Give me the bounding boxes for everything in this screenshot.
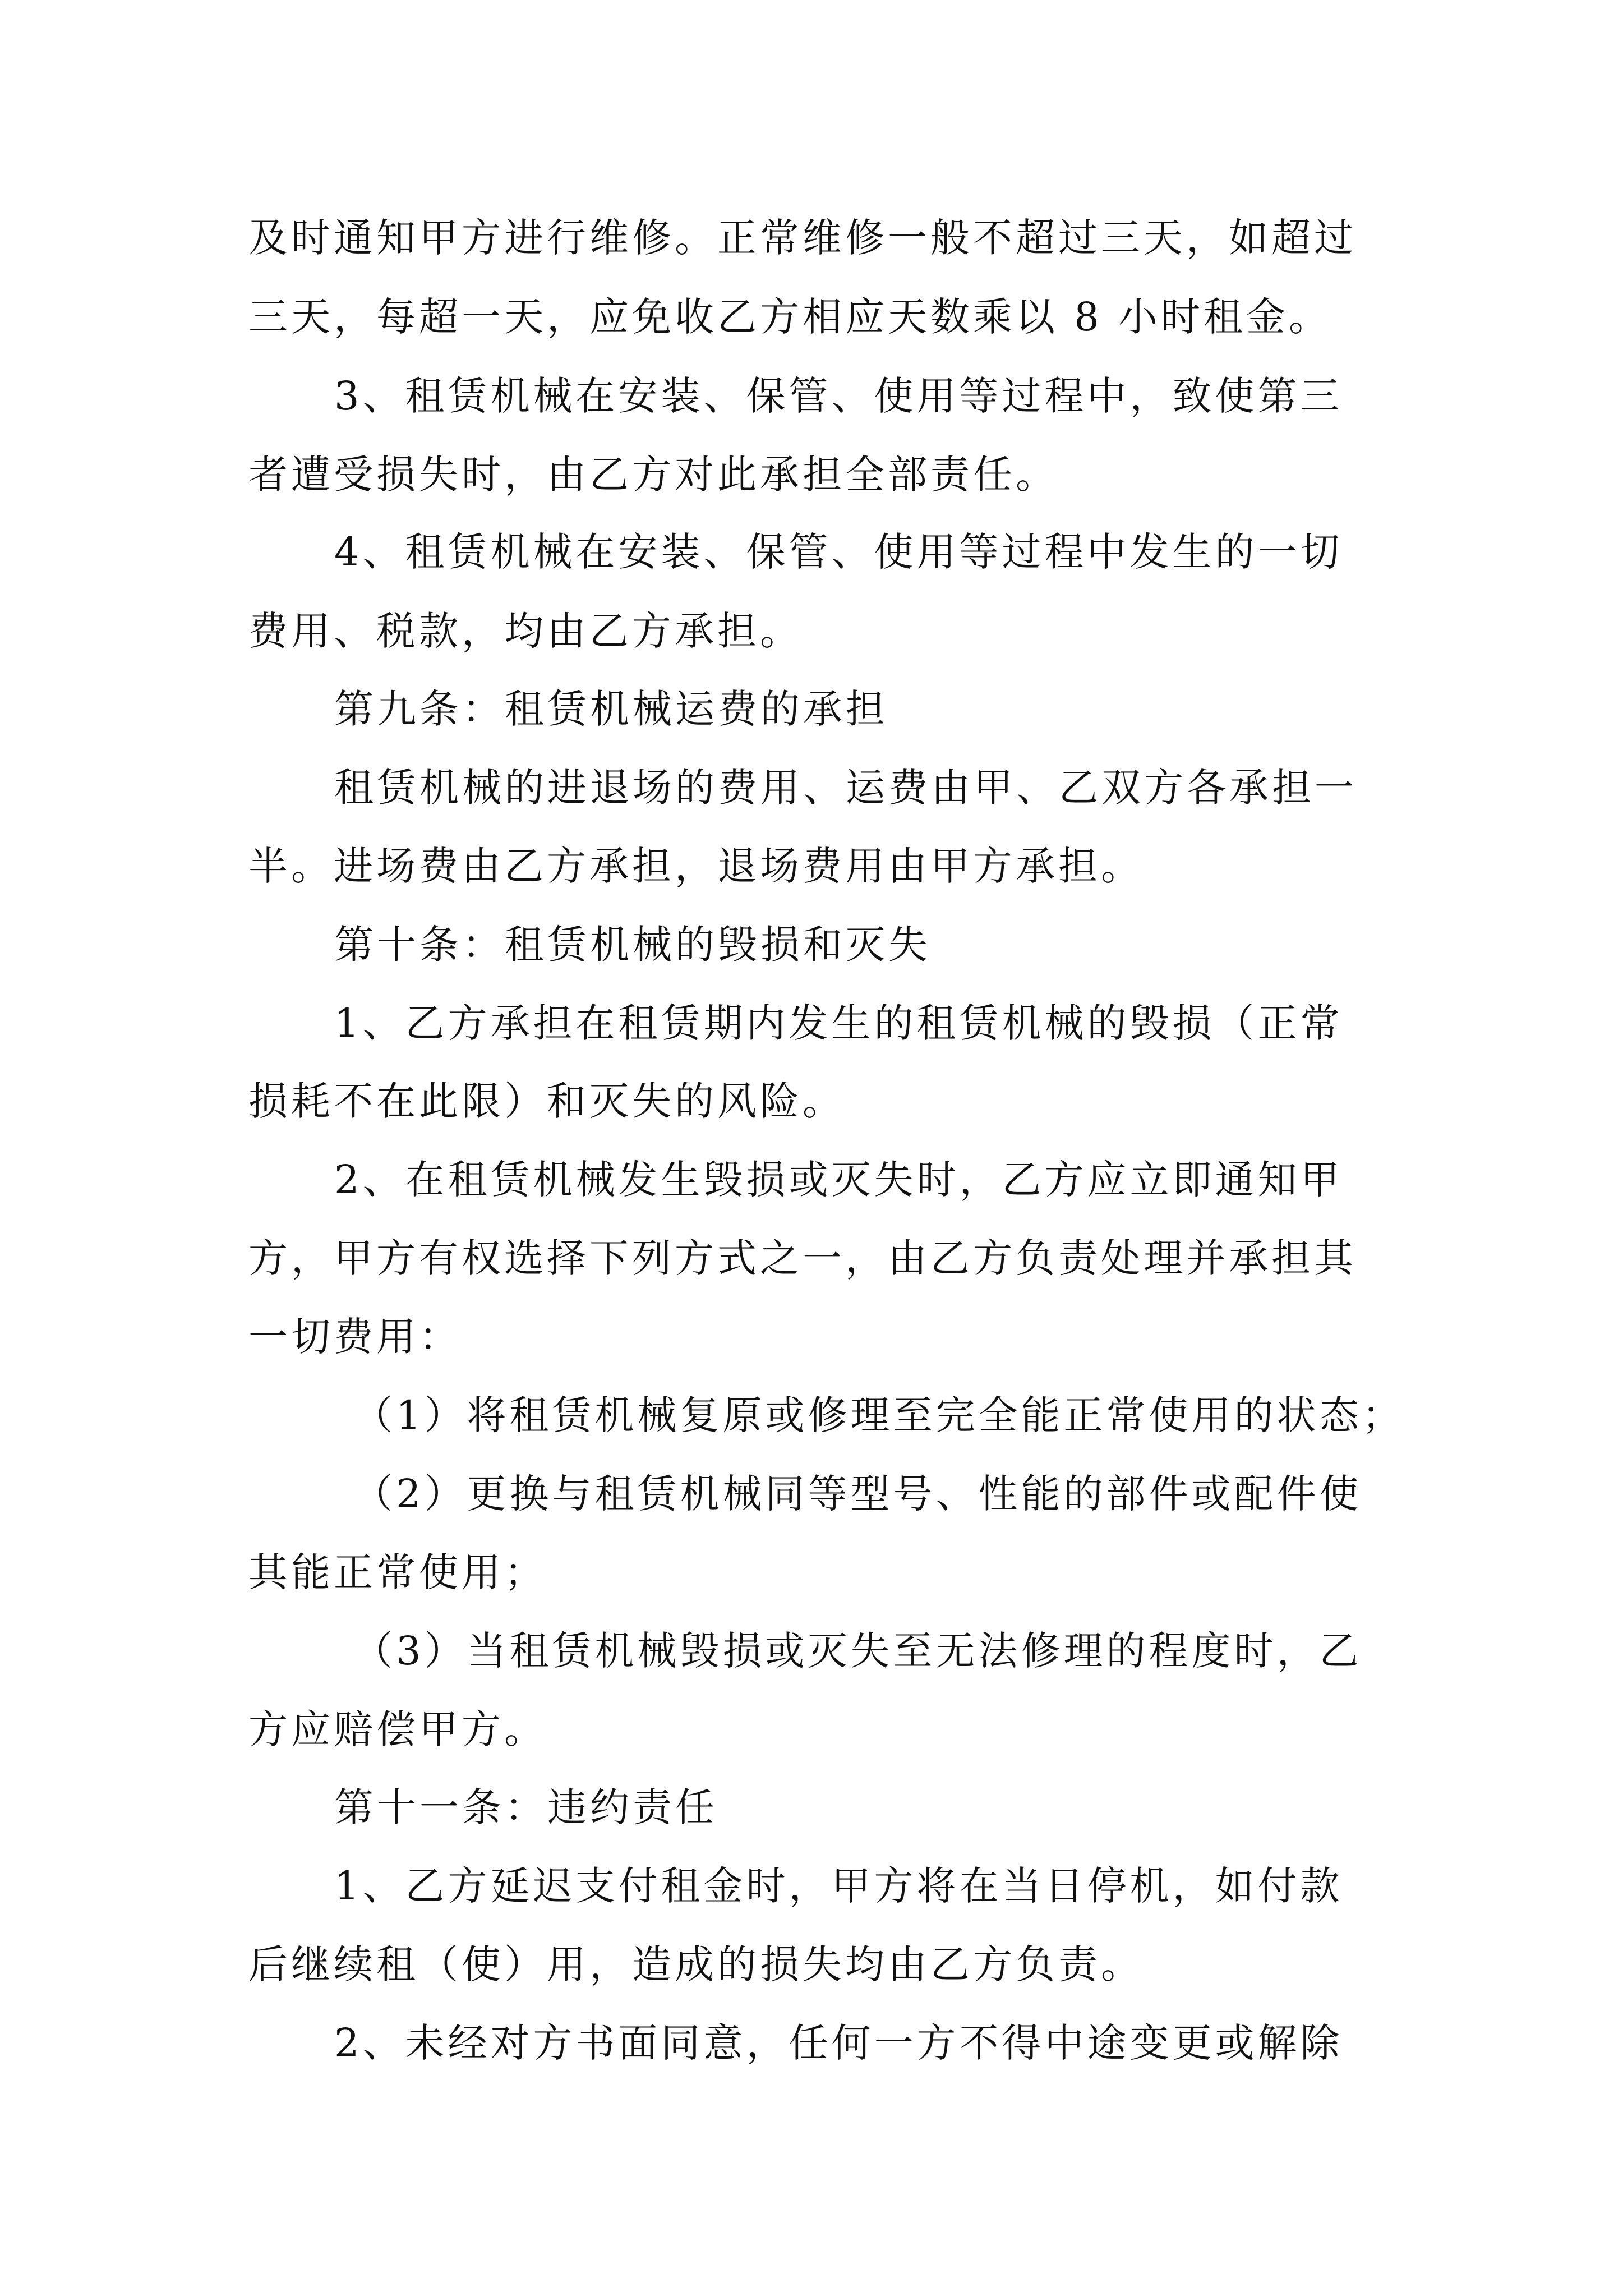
text-line: 一切费用： [248,1314,462,1360]
list-item: （1）将租赁机械复原或修理至完全能正常使用的状态； [353,1392,1405,1438]
text-line: 2、在租赁机械发生毁损或灭失时，乙方应立即通知甲 [334,1157,1343,1203]
text-line: 3、租赁机械在安装、保管、使用等过程中，致使第三 [334,373,1343,419]
text-line: 租赁机械的进退场的费用、运费由甲、乙双方各承担一 [334,765,1357,811]
text-line: 方，甲方有权选择下列方式之一，由乙方负责处理并承担其 [248,1235,1357,1281]
section-heading: 第九条：租赁机械运费的承担 [334,686,888,732]
text-line: 三天，每超一天，应免收乙方相应天数乘以 8 小时租金。 [248,294,1332,340]
text-line: 损耗不在此限）和灭失的风险。 [248,1078,845,1124]
text-line: 费用、税款，均由乙方承担。 [248,608,803,654]
text-line: 及时通知甲方进行维修。正常维修一般不超过三天，如超过 [248,215,1357,261]
text-line: 2、未经对方书面同意，任何一方不得中途变更或解除 [334,2020,1343,2066]
text-line: 1、乙方承担在租赁期内发生的租赁机械的毁损（正常 [334,1000,1343,1046]
text-line: 后继续租（使）用，造成的损失均由乙方负责。 [248,1941,1144,1987]
text-line: 其能正常使用； [248,1549,547,1595]
section-heading: 第十条：租赁机械的毁损和灭失 [334,922,931,968]
list-item: （3）当租赁机械毁损或灭失至无法修理的程度时，乙 [353,1628,1362,1674]
list-item: （2）更换与租赁机械同等型号、性能的部件或配件使 [353,1471,1362,1517]
text-line: 半。进场费由乙方承担，退场费用由甲方承担。 [248,843,1144,889]
text-line: 4、租赁机械在安装、保管、使用等过程中发生的一切 [334,529,1343,575]
text-line: 者遭受损失时，由乙方对此承担全部责任。 [248,452,1058,498]
text-line: 方应赔偿甲方。 [248,1706,547,1752]
text-line: 1、乙方延迟支付租金时，甲方将在当日停机，如付款 [334,1863,1343,1909]
section-heading: 第十一条：违约责任 [334,1784,718,1830]
